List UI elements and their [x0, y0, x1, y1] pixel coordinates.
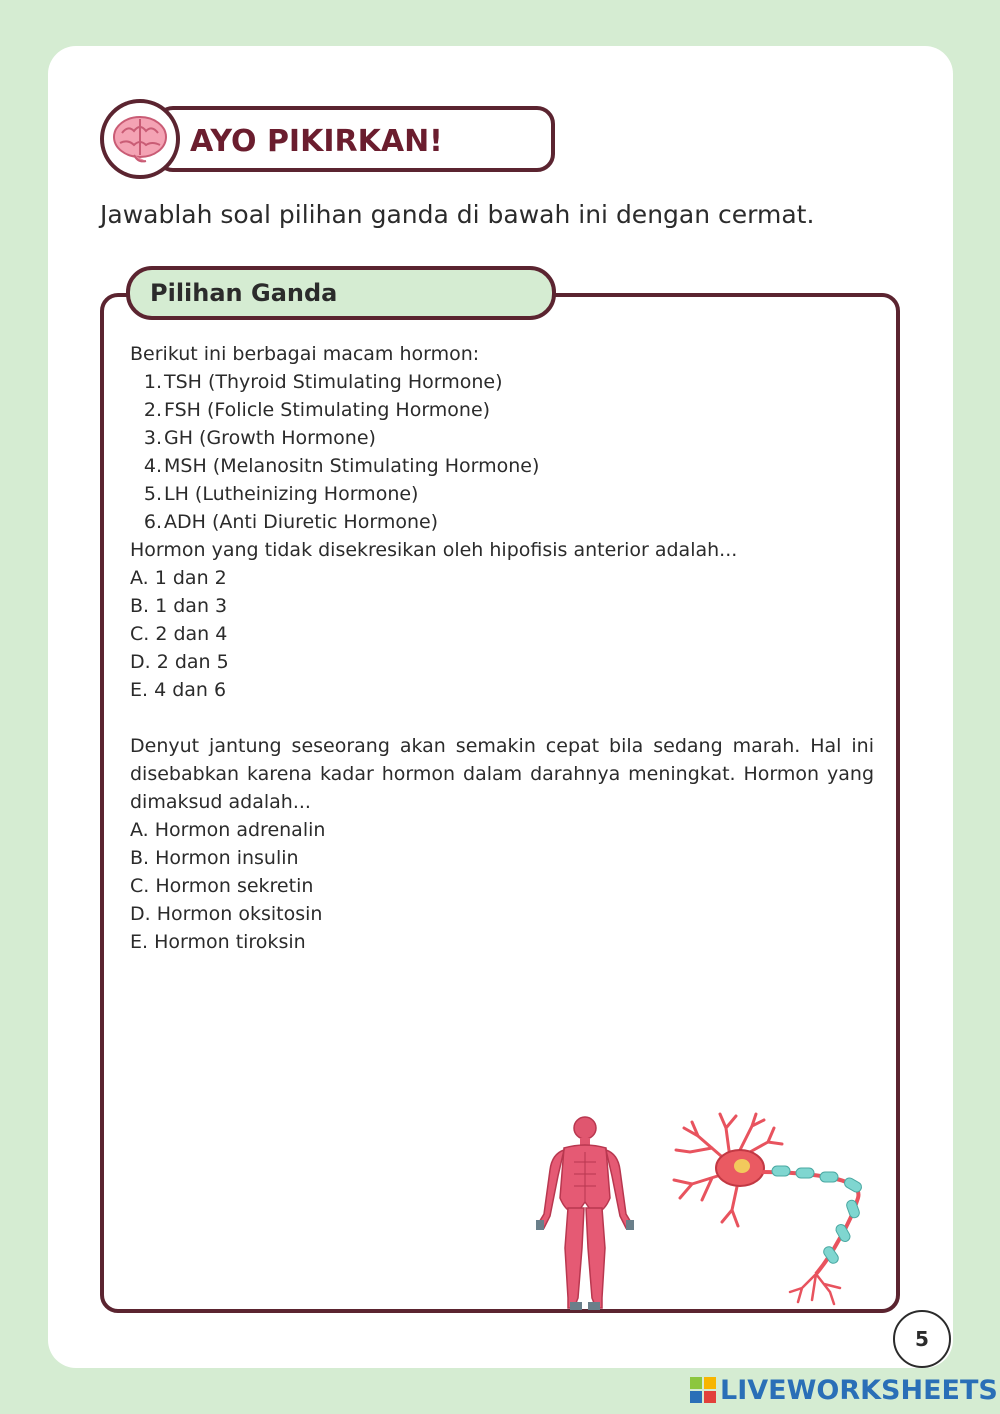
- instruction-text: Jawablah soal pilihan ganda di bawah ini dengan cermat.: [100, 200, 815, 229]
- hormone-list: [130, 368, 874, 536]
- question1-option-d[interactable]: D. 2 dan 5: [130, 651, 229, 673]
- question1-prompt: Hormon yang tidak disekresikan oleh hipofisis anterior adalah...: [130, 539, 738, 561]
- page-number: 5: [893, 1310, 951, 1368]
- brand-name: LIVEWORKSHEETS: [720, 1374, 998, 1406]
- question1-option-b[interactable]: B. 1 dan 3: [130, 595, 228, 617]
- neuron-icon: [668, 1108, 876, 1308]
- liveworksheets-logo-icon: [690, 1377, 716, 1403]
- brain-badge: [100, 99, 180, 179]
- question1-option-c[interactable]: C. 2 dan 4: [130, 623, 228, 645]
- question2-option-a[interactable]: A. Hormon adrenalin: [130, 819, 326, 841]
- question2-prompt: Denyut jantung seseorang akan semakin cepat bila sedang marah. Hal ini disebabkan karena kadar hormon dalam darahnya meningkat. Hormon yang dimaksud adalah...: [130, 735, 874, 813]
- list-item: 5. LH (Lutheinizing Hormone): [143, 483, 419, 505]
- question-content: [130, 340, 874, 956]
- section-tab-label: Pilihan Ganda: [150, 279, 338, 307]
- brain-icon: [104, 103, 176, 175]
- question1-intro: Berikut ini berbagai macam hormon:: [130, 343, 480, 365]
- question2-option-c[interactable]: C. Hormon sekretin: [130, 875, 314, 897]
- question1-option-e[interactable]: E. 4 dan 6: [130, 679, 227, 701]
- list-item: 6. ADH (Anti Diuretic Hormone): [143, 511, 439, 533]
- list-item: 1. TSH (Thyroid Stimulating Hormone): [143, 371, 503, 393]
- list-item: 2. FSH (Folicle Stimulating Hormone): [143, 399, 491, 421]
- question2-option-e[interactable]: E. Hormon tiroksin: [130, 931, 306, 953]
- brand-logo: [690, 1372, 998, 1408]
- list-item: 4. MSH (Melanositn Stimulating Hormone): [143, 455, 540, 477]
- list-item: 3. GH (Growth Hormone): [143, 427, 376, 449]
- question2-option-d[interactable]: D. Hormon oksitosin: [130, 903, 323, 925]
- page-title: AYO PIKIRKAN!: [190, 124, 443, 159]
- human-body-icon: [530, 1112, 640, 1314]
- question1-option-a[interactable]: A. 1 dan 2: [130, 567, 227, 589]
- question2-option-b[interactable]: B. Hormon insulin: [130, 847, 299, 869]
